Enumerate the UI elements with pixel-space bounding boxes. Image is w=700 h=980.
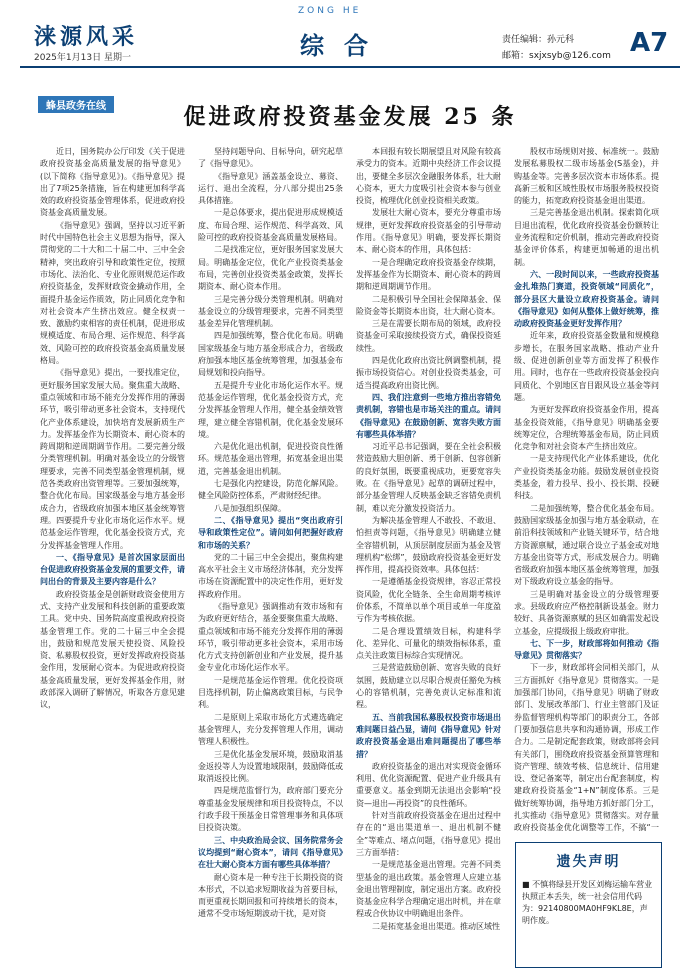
paragraph: 三是在需要长期布局的领域，政府投资基金可采取接续投资方式，确保投资延续性。	[356, 319, 501, 353]
paragraph: 一是遵循基金投资规律，容忍正常投资风险，优化全链条、全生命周期考核评价体系，不简单以单个项目或单一年度盈亏作为考核依据。	[356, 577, 501, 624]
paragraph: 二是找准定位，更好服务国家发展大局。明确基金定位，优化产业投资类基金布局，完善创业投资类基金政策，发挥长期资本、耐心资本作用。	[198, 245, 343, 292]
article-column-2	[198, 146, 343, 966]
paragraph: 二是加强统筹，整合优化基金布局。鼓励国家级基金加强与地方基金联动，在前沿科技领域和产业链关键环节，结合地方资源禀赋，通过联合设立子基金或对地方基金出资等方式，形成发展合力。明确省级政府加强本地区基金统筹管理，加强对下级政府设立基金的指导。	[514, 503, 659, 587]
paragraph: 一是合理确定政府投资基金存续期，发挥基金作为长期资本、耐心资本的跨周期和逆周期调节作用。	[356, 257, 501, 292]
paragraph: 《指导意见》提出，一要找准定位，更好服务国家发展大局。聚焦重大战略、重点领域和市场不能充分发挥作用的薄弱环节，吸引带动更多社会资本，支持现代化产业体系建设，加快培育发展新质生产力。发挥基金作为长期资本、耐心资本的跨周期和逆周期调节作用。二要完善分级分类管理机制。明确对基金设立的分级管理要求，完善不同类型基金管理机制，规范各类政府出资管理等。三要加强统筹，整合优化布局。国家级基金与地方基金形成合力，省级政府加强本地区基金统筹管理。四要提升专业化市场化运作水平。规范基金运作管理，优化基金投资方式，充分发挥基金管理人作用。	[40, 368, 185, 550]
paragraph: 一是规范基金退出管理。完善不同类型基金的退出政策。基金管理人应建立基金退出管理制度，制定退出方案。政府投资基金应科学合理确定退出时机，并在章程或合伙协议中明确退出条件。	[356, 860, 501, 919]
paragraph: 本回报有较长期展望且对风险有较高承受力的资本。近期中央经济工作会议提出，要健全多层次金融服务体系，壮大耐心资本，更大力度吸引社会资本参与创业投资，梳理优化创业投资相关政策。	[356, 147, 501, 206]
article-headline: 促进政府投资基金发展 25 条	[183, 104, 517, 130]
paragraph: 股权市场规则对接、标准统一。鼓励发展私募股权二级市场基金(S基金)，并购基金等。完善多层次资本市场体系。提高新三板和区域性股权市场服务股权投资的能力，拓宽政府投资基金退出渠道。	[514, 147, 659, 206]
page-number: A7	[630, 28, 669, 58]
paragraph: 《指导意见》强调，坚持以习近平新时代中国特色社会主义思想为指导，深入贯彻党的二十大和二十届二中、三中全会精神，突出政府引导和政策性定位，按照市场化、法治化、专业化原则规范运作政府投资基金，发挥财政资金撬动作用，全面提升基金运作质效，防止同质化竞争和对社会资本产生挤出效应。健全权责一致、激励约束相容的责任机制，促进形成规模适度、布局合理、运作规范、科学高效、风险可控的政府投资基金高质量发展格局。	[40, 220, 185, 366]
brand-title: 涞源风采	[34, 24, 139, 50]
paragraph: 近日，国务院办公厅印发《关于促进政府投资基金高质量发展的指导意见》(以下简称《指导意见》)。《指导意见》提出了7项25条措施，旨在构建更加科学高效的政府投资基金管理体系，促进政府投资基金高质量发展。	[40, 147, 185, 218]
paragraph: 针对当前政府投资基金在退出过程中存在的“退出渠道单一、退出机制不健全”等难点、堵点问题，《指导意见》提出三方面举措：	[356, 811, 501, 857]
email-line: 邮箱：sxjxsyb@126.com	[502, 51, 611, 61]
question-heading: 七、下一步，财政部将如何推动《指导意见》贯彻落实？	[514, 638, 659, 661]
editor-line: 责任编辑：孙元科	[502, 35, 575, 45]
paragraph: 政府投资基金的退出对实现资金循环利用、优化资源配置、促进产业升级具有重要意义。基金到期无法退出会影响“投资—退出—再投资”的良性循环。	[356, 761, 501, 808]
paragraph: 为解决基金管理人不敢投、不敢退、怕担责等问题，《指导意见》明确建立健全容错机制，从顶层制度层面为基金及管理机构“松绑”，鼓励政府投资基金更好发挥作用，提高投资效率。具体包括：	[356, 515, 501, 575]
question-heading: 六、一段时间以来，一些政府投资基金扎堆热门赛道，投资领域“同质化”，部分县区大量设立政府投资基金。请问《指导意见》如何从整体上做好统筹，推动政府投资基金更好发挥作用？	[514, 269, 659, 329]
section-pinyin: ZONG HE	[298, 6, 362, 16]
paragraph: 六是优化退出机制，促进投资良性循环。规范基金退出管理，拓宽基金退出渠道，完善基金退出机制。	[198, 442, 343, 476]
masthead-divider	[20, 66, 680, 68]
paragraph: 党的二十届三中全会提出，聚焦构建高水平社会主义市场经济体制，充分发挥市场在资源配置中的决定性作用，更好发挥政府作用。	[198, 552, 343, 599]
paragraph: 一是总体要求，提出促进形成规模适度、布局合理、运作规范、科学高效、风险可控的政府投资基金高质量发展格局。	[198, 208, 343, 243]
notice-body: ■ 不慎将绿县开发区刘梅运输车营业执照正本丢失，统一社会信用代码为：92140800MA0HF9KL8E，声明作废。	[522, 880, 653, 925]
paragraph: 坚持问题导向、目标导向，研究起草了《指导意见》。	[198, 147, 343, 169]
paragraph: 四是优化政府出资比例调整机制，提振市场投资信心。对创业投资类基金，可适当提高政府出资比例。	[356, 356, 501, 390]
paragraph: 三是优化基金发展环境，鼓励取消基金返投等人为设置地域限制，鼓励降低或取消返投比例。	[198, 749, 343, 784]
article-column-1	[40, 146, 185, 966]
paragraph: 二是积极引导全国社会保障基金、保险资金等长期资本出资，壮大耐心资本。	[356, 294, 501, 316]
paragraph: 四是加强统筹，整合优化布局。明确国家级基金与地方基金形成合力，省级政府加强本地区基金统筹管理，加强基金布局规划和投向指导。	[198, 331, 343, 378]
paragraph: 下一步，财政部将会同相关部门，从三方面抓好《指导意见》贯彻落实。一是加强部门协同，《指导意见》明确了财政部门、发展改革部门、行业主管部门及证券监督管理机构等部门的职责分工，各部门要加强信息共享和沟通协调，形成工作合力。二是制定配套政策，财政部将会同有关部门，围绕政府投资基金预算管理和资产管理、绩效考核、信息统计、信用建设、登记备案等，制定出台配套制度，构建政府投资基金“1+N”制度体系。三是做好统筹协调，指导地方抓好部门分工，扎实推动《指导意见》贯彻落实。对存量政府投资基金优化调整等工作，不搞“一	[514, 663, 659, 833]
paragraph: 耐心资本是一种专注于长期投资的资本形式，不以追求短期收益为首要目标，而更重视长期回报和可持续增长的资本，通常不受市场短期波动干扰，是对资	[198, 872, 343, 919]
paragraph: 一是规范基金运作管理。优化投资项目选择机制，防止偏离政策目标，与民争利。	[198, 675, 343, 710]
paragraph: 《指导意见》涵盖基金设立、募资、运行、退出全流程，分八部分提出25条具体措施。	[198, 171, 343, 206]
article-column-4	[514, 146, 659, 836]
lost-notice-box	[515, 842, 662, 968]
question-heading: 二、《指导意见》提出“突出政府引导和政策性定位”。请问如何把握好政府和市场的关系？	[198, 515, 343, 550]
paragraph: 一是支持现代化产业体系建设，优化产业投资类基金功能。鼓励发展创业投资类基金，着力投早、投小、投长期、投硬科技。	[514, 454, 659, 501]
paragraph: 二是拓宽基金退出渠道。推动区域性	[372, 921, 500, 931]
paragraph: 习近平总书记强调，要在全社会积极营造鼓励大胆创新、勇于创新、包容创新的良好氛围，既要重视成功，更要宽容失败。在《指导意见》起草的调研过程中，部分基金管理人反映基金缺乏容错免责机制，难以充分激发投资活力。	[356, 442, 501, 513]
article-column-3	[356, 146, 501, 966]
paragraph: 发展壮大耐心资本，要充分尊重市场规律，更好发挥政府投资基金的引导带动作用。《指导意见》明确，要发挥长期资本、耐心资本的作用，具体包括：	[356, 208, 501, 255]
paragraph: 政府投资基金是创新财政资金使用方式、支持产业发展和科技创新的重要政策工具。党中央、国务院高度重视政府投资基金管理工作。党的二十届三中全会提出，鼓励和规范发展天使投资、风险投资、私募股权投资，更好发挥政府投资基金作用，发展耐心资本。为促进政府投资基金高质量发展，更好发挥基金作用，财政部深入调研了解情况，听取各方意见建议，	[40, 589, 185, 710]
paragraph: 二是合理设置绩效目标，构建科学化、差异化、可量化的绩效指标体系，重点关注政策目标综合实现情况。	[356, 626, 501, 661]
paragraph: 七是强化内控建设，防范化解风险。健全风险防控体系，严肃财经纪律。	[198, 479, 343, 501]
column-tag: 蜂县政务在线	[38, 96, 114, 113]
question-heading: 三、中央政治局会议、国务院常务会议均提到“耐心资本”，请问《指导意见》在壮大耐心资本方面有哪些具体举措？	[198, 835, 343, 870]
paragraph: 八是加强组织保障。	[214, 503, 286, 513]
paragraph: 二是原则上采取市场化方式遴选确定基金管理人，充分发挥管理人作用，调动管理人积极性。	[198, 712, 343, 747]
paragraph: 为更好发挥政府投资基金作用，提高基金投资效能，《指导意见》明确基金要统筹定位，合理统筹基金布局，防止同质化竞争和对社会资本产生挤出效应。	[514, 405, 659, 452]
masthead	[0, 0, 700, 66]
question-heading: 一、《指导意见》是首次国家层面出台促进政府投资基金发展的重要文件，请问出台的背景及主要内容是什么？	[40, 552, 185, 587]
question-heading: 五、当前我国私募股权投资市场退出难问题日益凸显，请问《指导意见》针对政府投资基金退出难问题提出了哪些举措？	[356, 712, 501, 759]
paragraph: 三是完善分级分类管理机制。明确对基金设立的分级管理要求，完善不同类型基金差异化管理机制。	[198, 294, 343, 329]
paragraph: 三是明确对基金设立的分级管理要求。县级政府应严格控制新设基金。财力较好、具备资源禀赋的县区如确需发起设立基金，应提级报上级政府审批。	[514, 589, 659, 636]
paragraph: 三是营造鼓励创新、宽容失败的良好氛围，鼓励建立以尽职合规责任豁免为核心的容错机制，完善免责认定标准和流程。	[356, 663, 501, 710]
question-heading: 四、我们注意到一些地方推出容错免责机制，容错也是市场关注的重点。请问《指导意见》在鼓励创新、宽容失败方面有哪些具体举措？	[356, 392, 501, 439]
section-title: 综合	[300, 31, 388, 60]
paragraph: 三是完善基金退出机制。探索简化项目退出流程，优化政府投资基金份额转让业务流程和定价机制，推动完善政府投资基金评价体系，构建更加畅通的退出机制。	[514, 208, 659, 267]
paragraph: 近年来，政府投资基金数量和规模稳步增长，在服务国家战略、推动产业升级、促进创新创业等方面发挥了积极作用。同时，也存在一些政府投资基金投向同质化、个别地区盲目跟风设立基金等问题。	[514, 331, 659, 402]
paragraph: 四是规范监督行为，政府部门要充分尊重基金发展规律和项目投资特点，不以行政手段干预基金日常管理事务和具体项目投资决策。	[198, 786, 343, 833]
notice-title: 遗失声明	[556, 854, 621, 870]
issue-date: 2025年1月13日 星期一	[34, 53, 131, 63]
paragraph: 五是提升专业化市场化运作水平。规范基金运作管理，优化基金投资方式，充分发挥基金管理人作用，健全基金绩效管理，建立健全容错机制，优化基金发展环境。	[198, 380, 343, 439]
paragraph: 《指导意见》强调推动有效市场和有为政府更好结合，基金要聚焦重大战略、重点领域和市场不能充分发挥作用的薄弱环节，吸引带动更多社会资本，采用市场化方式支持创新创业和产业发展，提升基金专业化市场化运作水平。	[198, 601, 343, 673]
